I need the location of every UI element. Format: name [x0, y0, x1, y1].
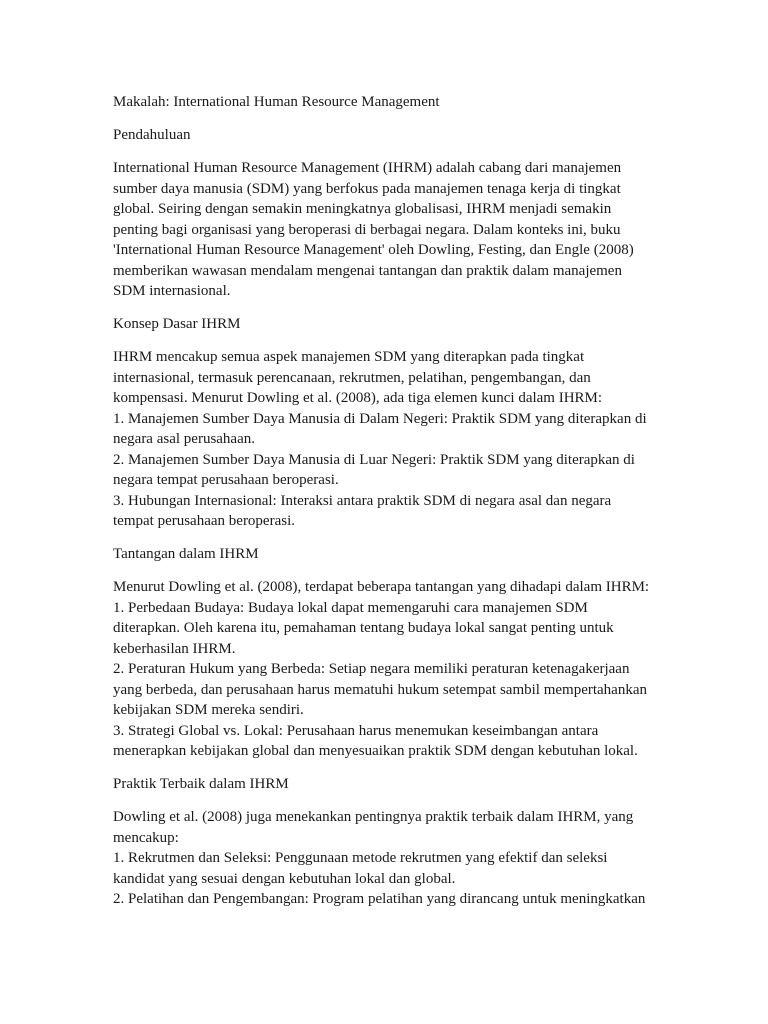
- text-line: 2. Peraturan Hukum yang Berbeda: Setiap negara memiliki peraturan ketenagakerjaan: [113, 661, 630, 677]
- text-line: diterapkan. Oleh karena itu, pemahaman tentang budaya lokal sangat penting untuk: [113, 620, 614, 636]
- text-line: sumber daya manusia (SDM) yang berfokus pada manajemen tenaga kerja di tingkat: [113, 180, 621, 197]
- text-line: 'International Human Resource Management' oleh Dowling, Festing, dan Engle (2008): [113, 242, 634, 258]
- text-line: 2. Pelatihan dan Pengembangan: Program pelatihan yang dirancang untuk meningkatkan: [113, 891, 646, 907]
- section-body-tantangan: [113, 577, 658, 762]
- text-line: negara asal perusahaan.: [113, 431, 256, 447]
- text-line: internasional, termasuk perencanaan, rekrutmen, pelatihan, pengembangan, dan: [113, 369, 591, 386]
- text-line: penting bagi organisasi yang beroperasi di berbagai negara. Dalam konteks ini, buku: [113, 221, 621, 238]
- text-line: mencakup:: [113, 829, 179, 846]
- section-body-pendahuluan: [113, 158, 658, 302]
- section-heading-pendahuluan: Pendahuluan: [113, 127, 191, 143]
- document-page: [113, 92, 658, 922]
- text-line: 3. Strategi Global vs. Lokal: Perusahaan harus menemukan keseimbangan antara: [113, 722, 599, 739]
- text-line: 2. Manajemen Sumber Daya Manusia di Luar Negeri: Praktik SDM yang diterapkan di: [113, 451, 635, 468]
- text-line: 1. Manajemen Sumber Daya Manusia di Dalam Negeri: Praktik SDM yang diterapkan di: [113, 410, 647, 427]
- text-line: kebijakan SDM mereka sendiri.: [113, 702, 304, 718]
- text-line: yang berbeda, dan perusahaan harus mematuhi hukum setempat sambil mempertahankan: [113, 681, 647, 698]
- text-line: keberhasilan IHRM.: [113, 640, 236, 657]
- text-line: kandidat yang sesuai dengan kebutuhan lokal dan global.: [113, 870, 456, 887]
- text-line: 1. Perbedaan Budaya: Budaya lokal dapat memengaruhi cara manajemen SDM: [113, 599, 588, 616]
- text-line: Menurut Dowling et al. (2008), terdapat beberapa tantangan yang dihadapi dalam IHRM:: [113, 579, 650, 595]
- text-line: tempat perusahaan beroperasi.: [113, 513, 295, 529]
- section-body-konsep-dasar: [113, 347, 658, 532]
- text-line: menerapkan kebijakan global dan menyesuaikan praktik SDM dengan kebutuhan lokal.: [113, 743, 638, 759]
- text-line: SDM internasional.: [113, 283, 231, 299]
- section-body-praktik-terbaik: [113, 807, 658, 910]
- text-line: kompensasi. Menurut Dowling et al. (2008), ada tiga elemen kunci dalam IHRM:: [113, 390, 603, 406]
- text-line: 3. Hubungan Internasional: Interaksi antara praktik SDM di negara asal dan negara: [113, 492, 612, 509]
- text-line: International Human Resource Management (IHRM) adalah cabang dari manajemen: [113, 160, 622, 176]
- text-line: global. Seiring dengan semakin meningkatnya globalisasi, IHRM menjadi semakin: [113, 201, 612, 217]
- text-line: negara tempat perusahaan beroperasi.: [113, 472, 339, 488]
- text-line: IHRM mencakup semua aspek manajemen SDM yang diterapkan pada tingkat: [113, 349, 585, 365]
- section-heading-praktik-terbaik: Praktik Terbaik dalam IHRM: [113, 776, 289, 792]
- section-heading-konsep-dasar: Konsep Dasar IHRM: [113, 316, 241, 332]
- section-heading-tantangan: Tantangan dalam IHRM: [113, 546, 259, 562]
- text-line: 1. Rekrutmen dan Seleksi: Penggunaan metode rekrutmen yang efektif dan seleksi: [113, 850, 608, 866]
- text-line: Dowling et al. (2008) juga menekankan pentingnya praktik terbaik dalam IHRM, yang: [113, 809, 634, 825]
- document-title: Makalah: International Human Resource Management: [113, 94, 440, 110]
- text-line: memberikan wawasan mendalam mengenai tantangan dan praktik dalam manajemen: [113, 262, 622, 279]
